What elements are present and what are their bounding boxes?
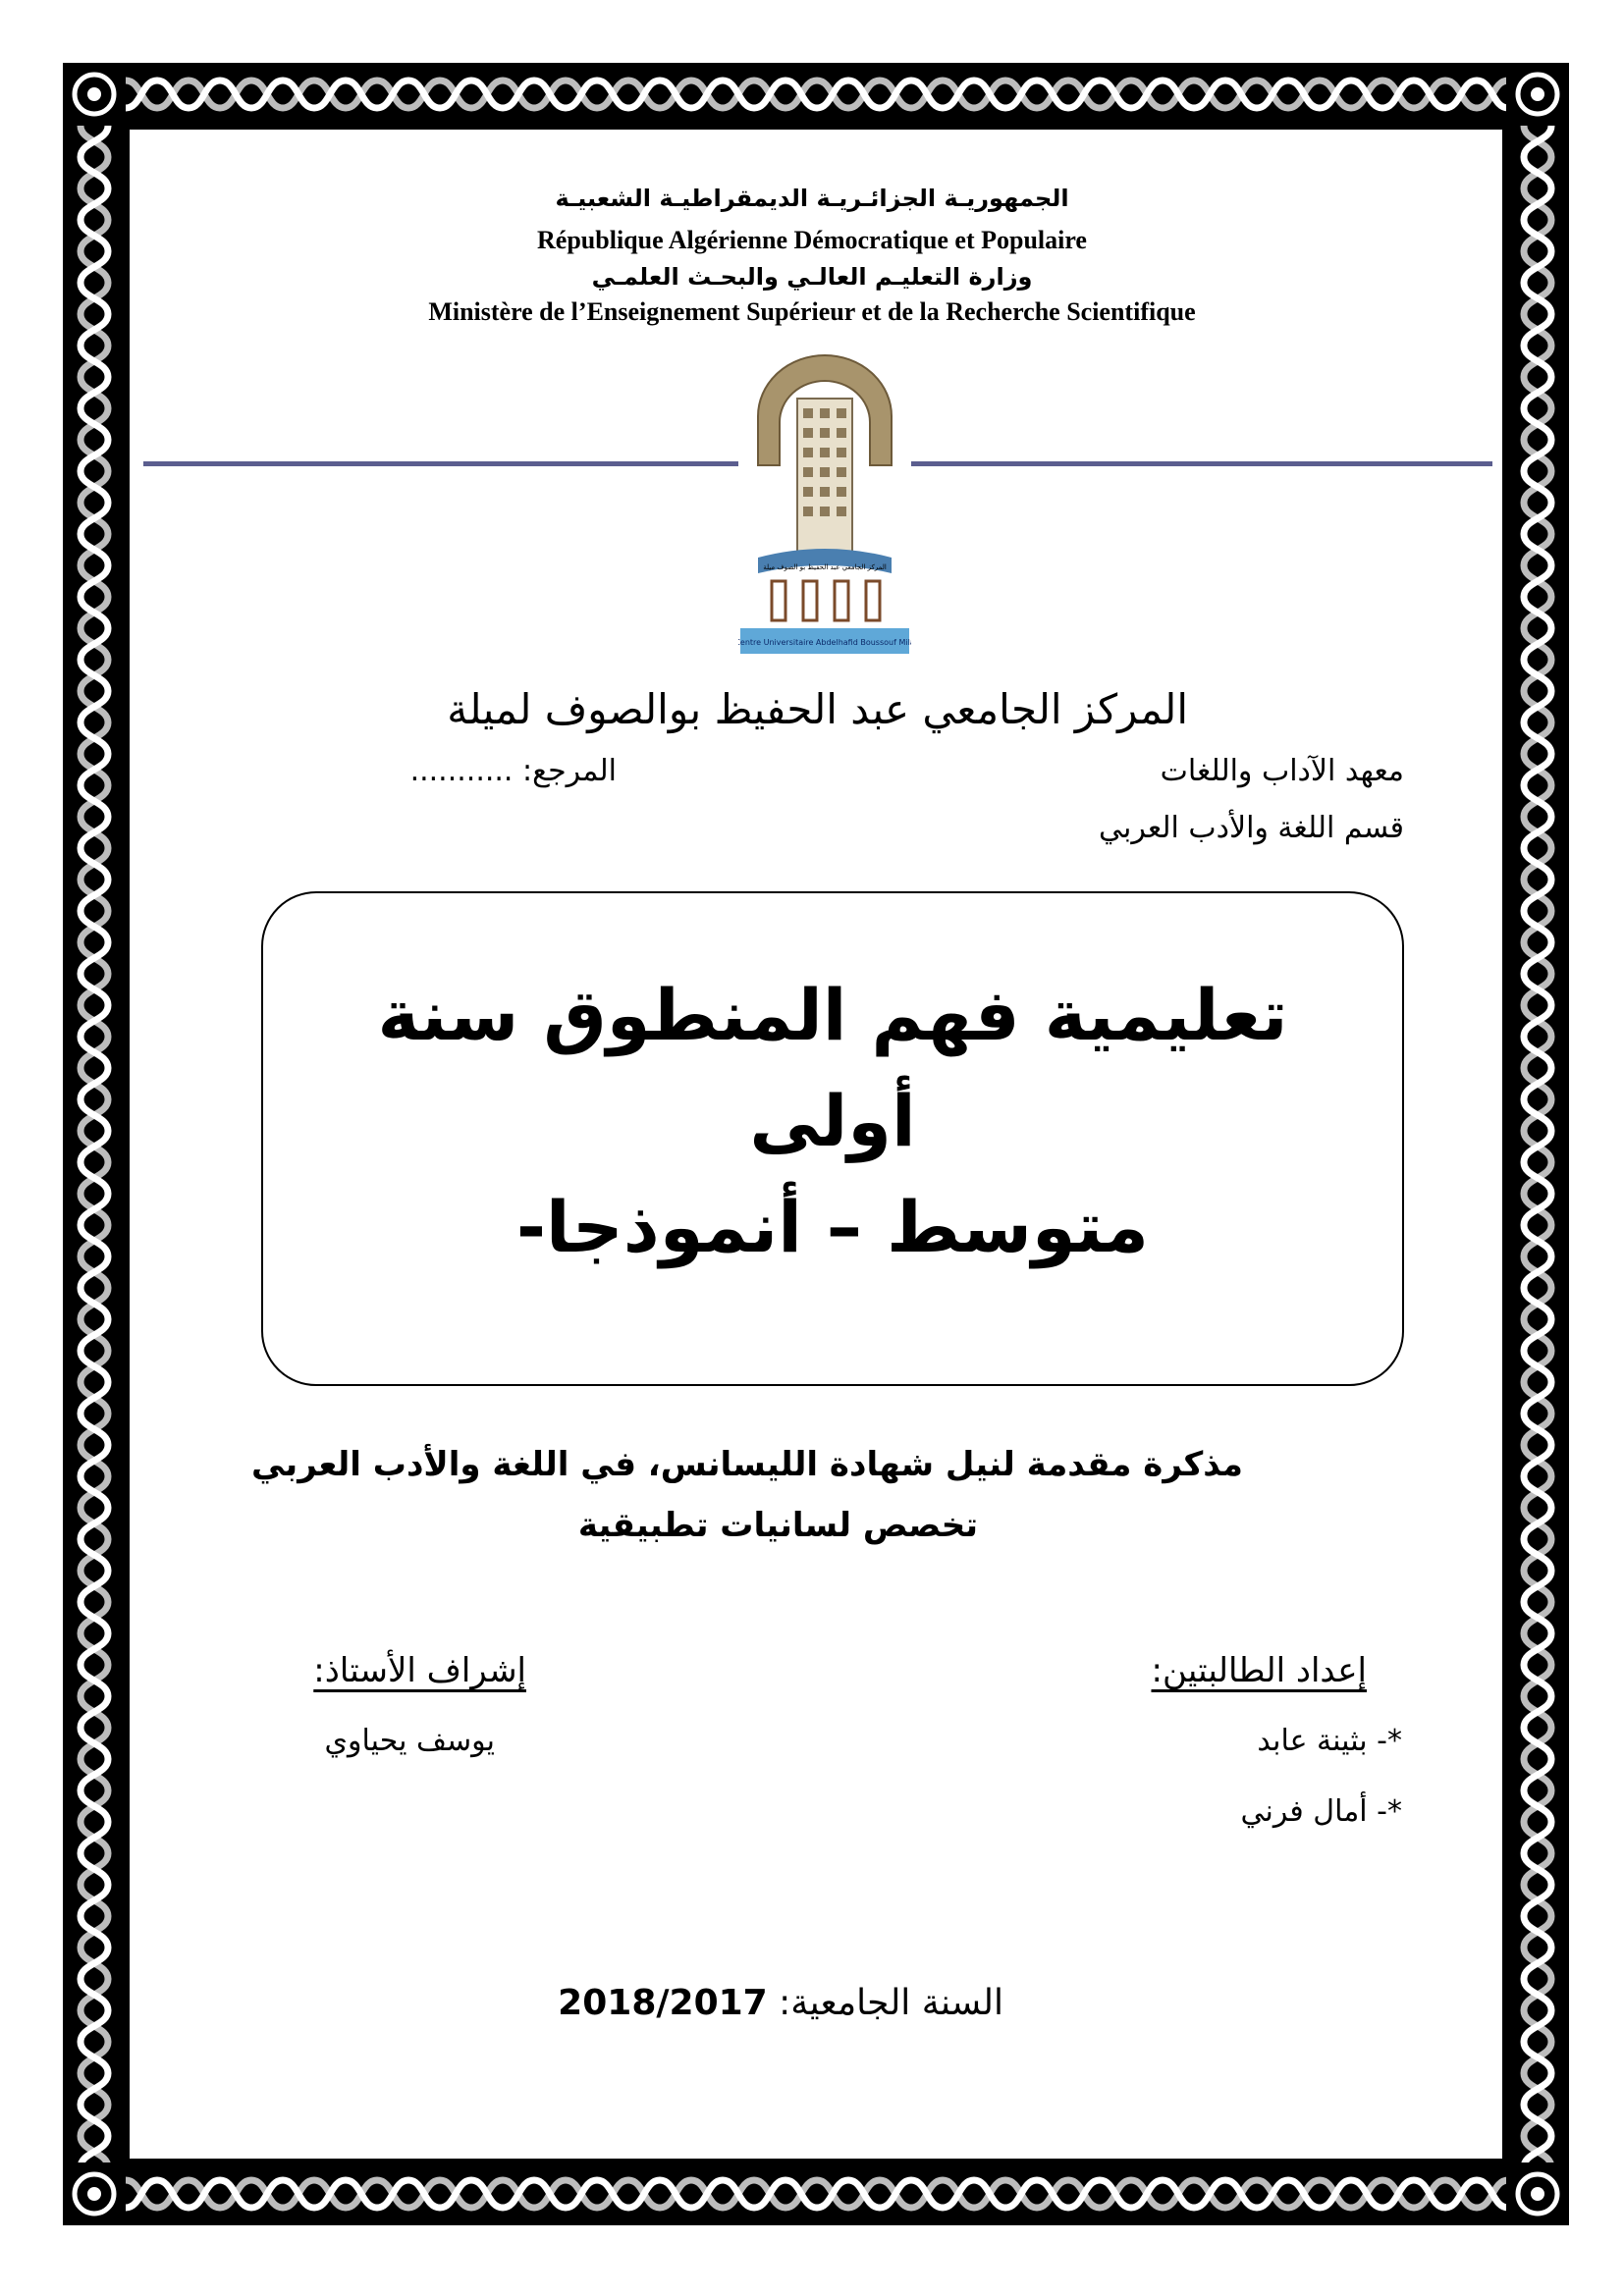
- thesis-title: [295, 962, 1371, 1280]
- memo-specialty: تخصص لسانيات تطبيقية: [577, 1506, 978, 1545]
- ministry-arabic: وزارة التعليـم العالـي والبحـث العلمـي: [591, 263, 1033, 291]
- academic-year: [558, 1983, 1003, 2023]
- svg-text:المركز الجامعي عبد الحفيظ بو ا: المركز الجامعي عبد الحفيظ بو الصوف ميلة: [763, 563, 887, 571]
- thesis-title-line2: متوسط – أنموذجا-: [515, 1186, 1150, 1268]
- republic-arabic: الجمهوريـة الجزائـريـة الديمقراطيـة الشعبيـة: [555, 185, 1069, 212]
- university-center-name: المركز الجامعي عبد الحفيظ بوالصوف لميلة: [447, 685, 1188, 733]
- memo-description: مذكرة مقدمة لنيل شهادة الليسانس، في اللغة والأدب العربي: [251, 1445, 1243, 1484]
- university-logo: [738, 347, 911, 660]
- institute-name: معهد الآداب واللغات: [1160, 754, 1404, 788]
- supervisor-label: إشراف الأستاذ:: [313, 1651, 526, 1690]
- svg-text:Centre Universitaire Abdelhafi: Centre Universitaire Abdelhafid Boussouf Mila: [738, 638, 911, 647]
- student-name: *- أمال فرني: [1240, 1794, 1402, 1829]
- supervisor-name: يوسف يحياوي: [324, 1724, 495, 1758]
- academic-year-value: 2018/2017: [558, 1983, 768, 2023]
- academic-year-label: السنة الجامعية:: [779, 1983, 1003, 2023]
- republic-french: République Algérienne Démocratique et Populaire: [537, 226, 1087, 254]
- thesis-title-line1: تعليمية فهم المنطوق سنة أولى: [377, 974, 1288, 1162]
- student-name: *- بثينة عابد: [1257, 1724, 1402, 1758]
- department-name: قسم اللغة والأدب العربي: [1098, 811, 1404, 845]
- students-label: إعداد الطالبتين:: [1151, 1651, 1367, 1690]
- ministry-french: Ministère de l’Enseignement Supérieur et de la Recherche Scientifique: [428, 297, 1196, 326]
- reference-field: المرجع: ...........: [409, 754, 617, 788]
